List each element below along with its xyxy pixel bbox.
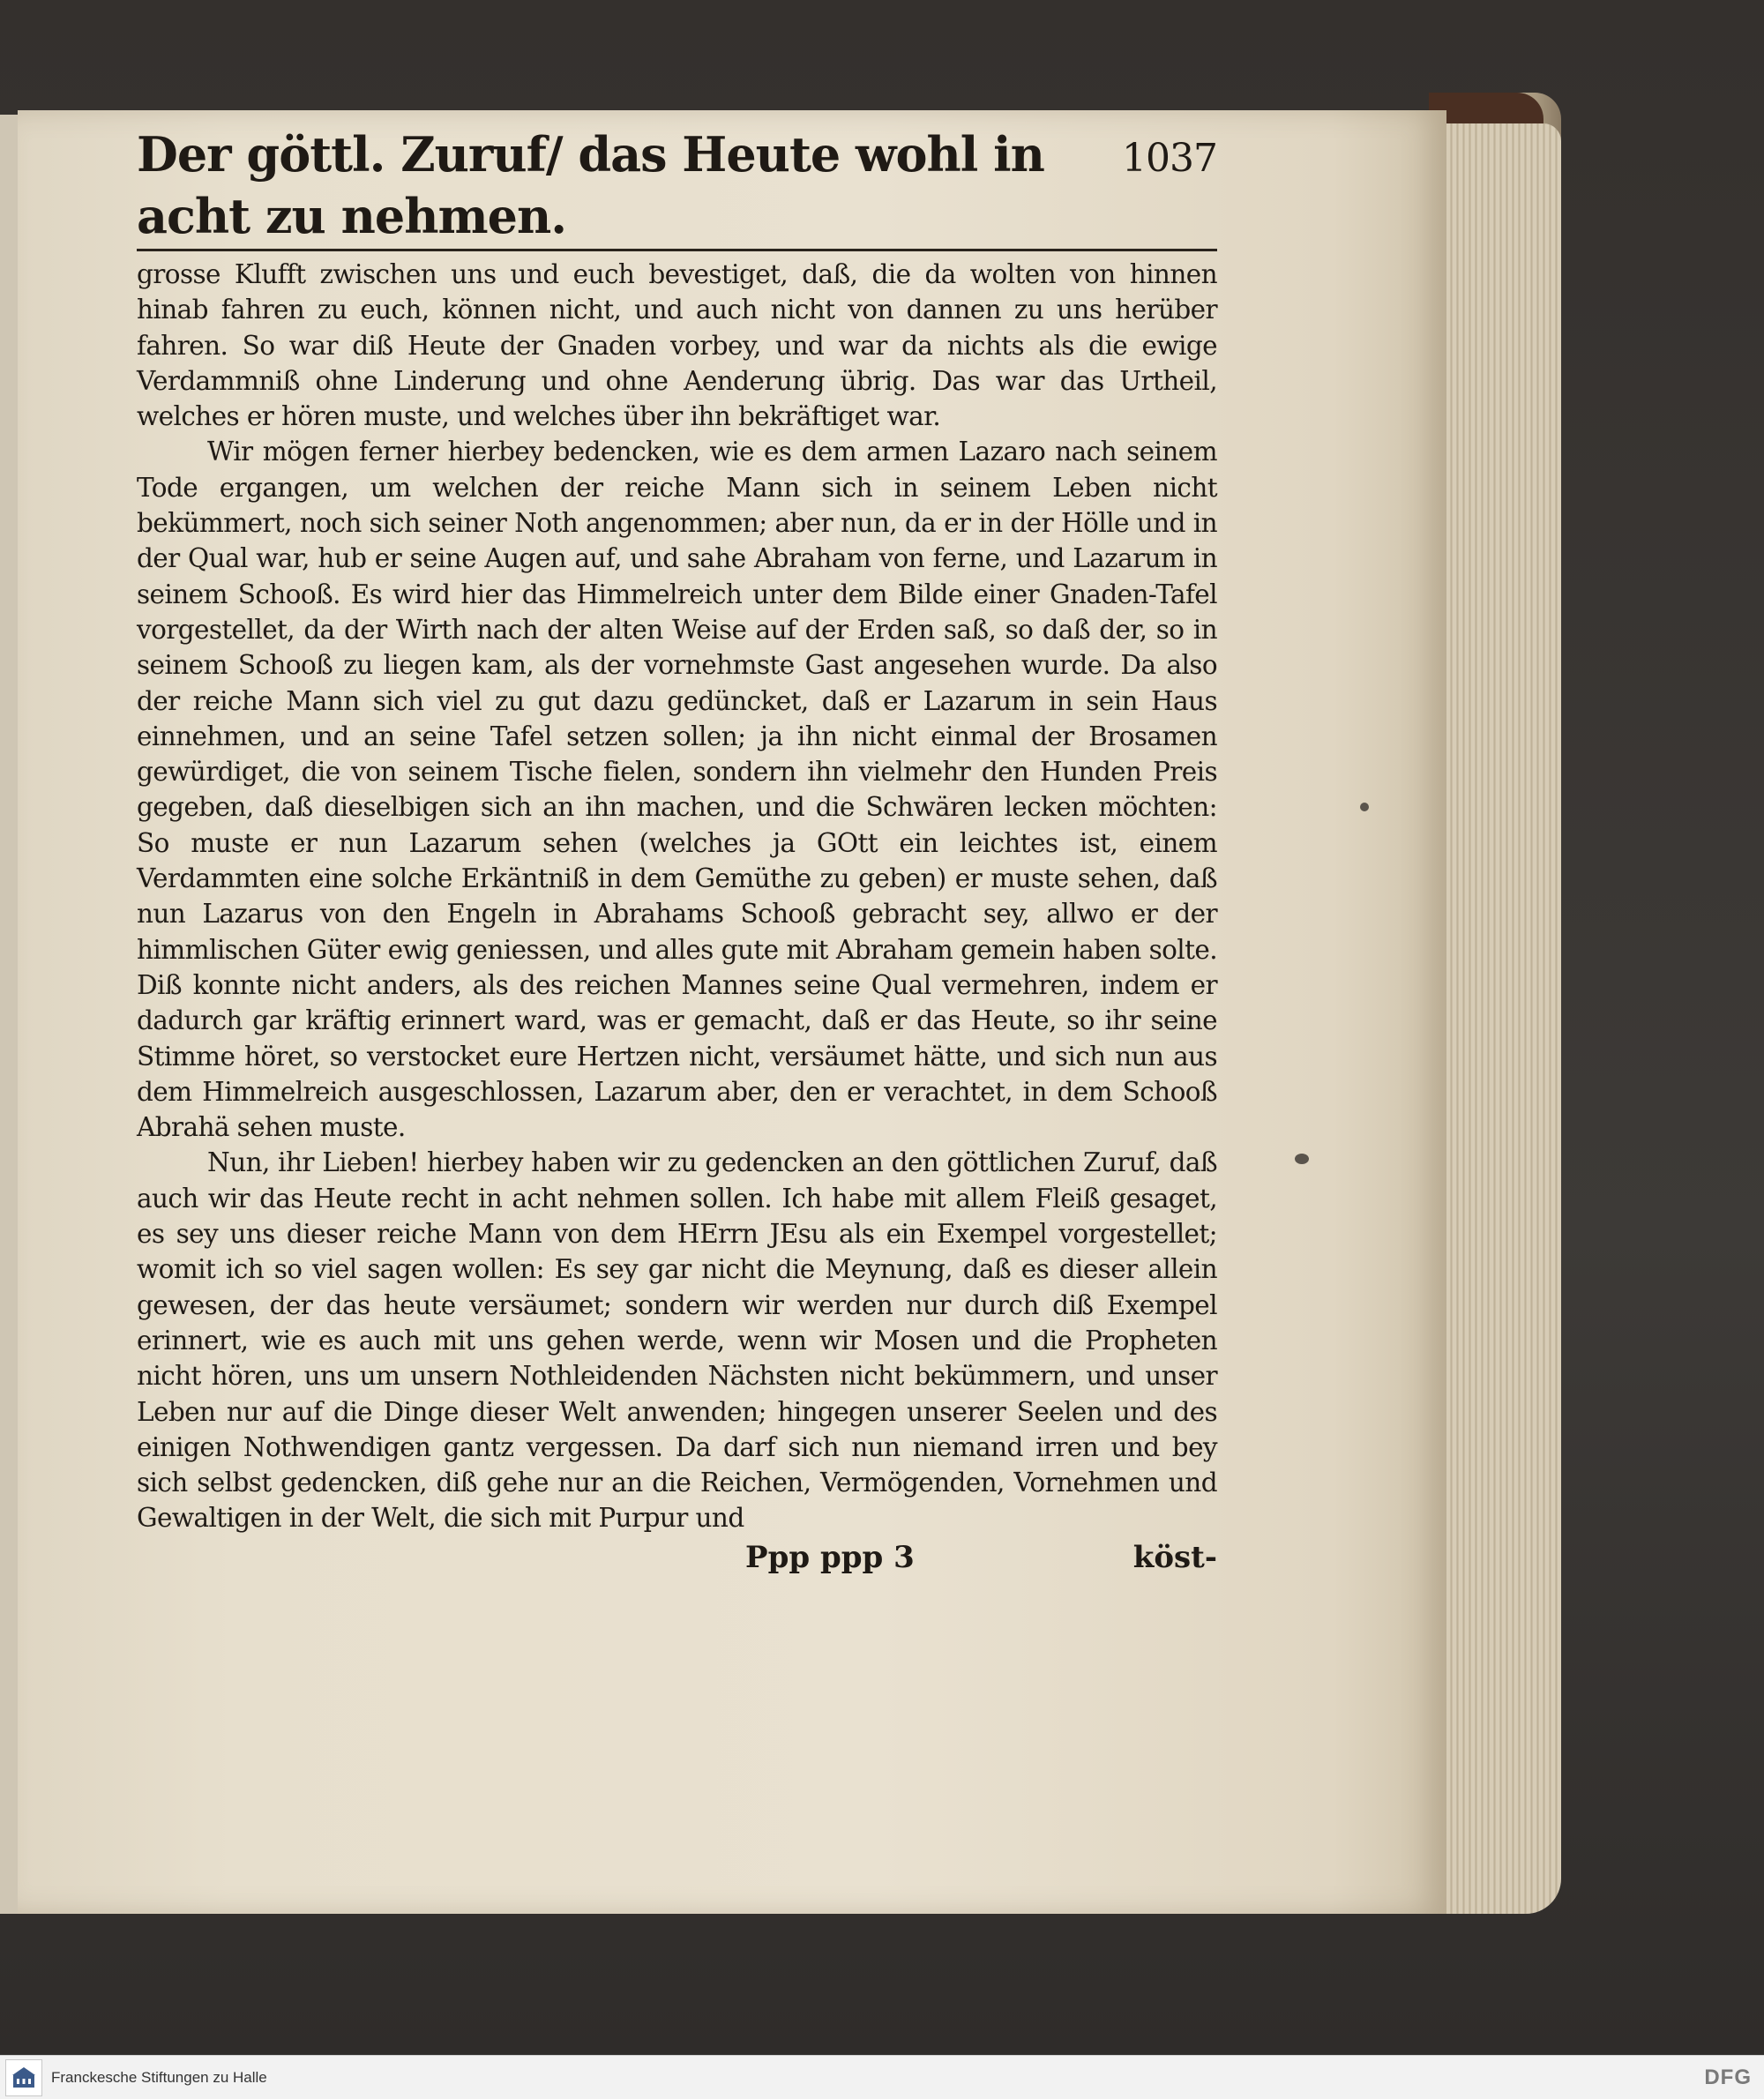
page-content: [137, 123, 1217, 1577]
paragraph-1: grosse Klufft zwischen uns und euch bevestiget, daß, die da wolten von hinnen hinab fahren zu euch, können nicht, und auch nicht von dannen zu uns herüber fahren. So war diß Heute der Gnaden vorbey, und war da nichts als die ewige Verdammniß ohne Linderung und ohne Aenderung übrig. Das war das Urtheil, welches er hören muste, und welches über ihn bekräftiget war.: [137, 259, 1217, 432]
signature-mark: Ppp ppp 3: [745, 1539, 915, 1575]
institution-name[interactable]: Franckesche Stiftungen zu Halle: [51, 2068, 267, 2086]
body-text: [137, 257, 1217, 1536]
paragraph-3: Nun, ihr Lieben! hierbey haben wir zu gedencken an den göttlichen Zuruf, daß auch wir das Heute recht in acht nehmen sollen. Ich habe mit allem Fleiß gesaget, es sey uns dieser reiche Mann von dem HErrn JEsu als ein Exempel vorgestellet; womit ich so viel sagen wollen: Es sey gar nicht die Meynung, daß es dieser allein gewesen, der das heute versäumet; sondern wir werden nur durch diß Exempel erinnert, wie es auch mit uns gehen werde, wenn wir Mosen und die Propheten nicht hören, uns um unsern Nothleidenden Nächsten nicht bekümmern, und unser Leben nur auf die Dinge dieser Welt anwenden; hingegen unserer Seelen und des einigen Nothwendigen gantz vergessen. Da darf sich nun niemand irren und bey sich selbst gedencken, diß gehe nur an die Reichen, Vermögenden, Vornehmen und Gewaltigen in der Welt, die sich mit Purpur und: [137, 1147, 1217, 1534]
paper-speck: [1360, 803, 1369, 811]
running-title: Der göttl. Zuruf/ das Heute wohl in acht zu nehmen.: [137, 126, 1044, 244]
head-rule: [137, 249, 1217, 251]
signature-line: [137, 1538, 1217, 1577]
running-head: [137, 123, 1217, 247]
left-page-edge: [0, 115, 18, 1914]
franckesche-stiftungen-logo-icon: [5, 2059, 42, 2096]
paragraph-2: Wir mögen ferner hierbey bedencken, wie es dem armen Lazaro nach seinem Tode ergangen, um welchen der reiche Mann sich in seinem Leben nicht bekümmert, noch sich seiner Noth angenommen; aber nun, da er in der Hölle und in der Qual war, hub er seine Augen auf, und sahe Abraham von ferne, und Lazarum in seinem Schooß. Es wird hier das Himmelreich unter dem Bilde einer Gnaden-Tafel vorgestellet, da der Wirth nach der alten Weise auf der Erden saß, so daß der, so in seinem Schooß zu liegen kam, als der vornehmste Gast angesehen wurde. Da also der reiche Mann sich viel zu gut dazu gedüncket, daß er Lazarum in sein Haus einnehmen, und an seine Tafel setzen sollen; ja ihn nicht einmal der Brosamen gewürdiget, die von seinem Tische fielen, sondern ihn vielmehr den Hunden Preis gegeben, daß dieselbigen sich an ihn machen, und die Schwären lecken möchten: So muste er nun Lazarum sehen (welches ja GOtt ein leichtes ist, einem Verdammten eine solche Erkäntniß in dem Gemüthe zu geben) er muste sehen, daß nun Lazarus von den Engeln in Abrahams Schooß gebracht sey, allwo er der himmlischen Güter ewig geniessen, und alles gute mit Abraham gemein haben solte. Diß konnte nicht anders, als des reichen Mannes seine Qual vermehren, indem er dadurch gar kräftig erinnert ward, was er gemacht, daß er das Heute, so ihr seine Stimme höret, so verstocket eure Hertzen nicht, versäumet hätte, und sich nun aus dem Himmelreich ausgeschlossen, Lazarum aber, den er verachtet, in dem Schooß Abrahä sehen muste.: [137, 437, 1217, 1143]
paper-speck: [1295, 1154, 1309, 1164]
page-stack-edges: [1446, 123, 1561, 1914]
dfg-logo: DFG: [1704, 2065, 1752, 2089]
viewer-footer: [0, 2055, 1764, 2099]
catchword: köst-: [1132, 1539, 1217, 1575]
page-number: 1037: [1122, 136, 1217, 181]
